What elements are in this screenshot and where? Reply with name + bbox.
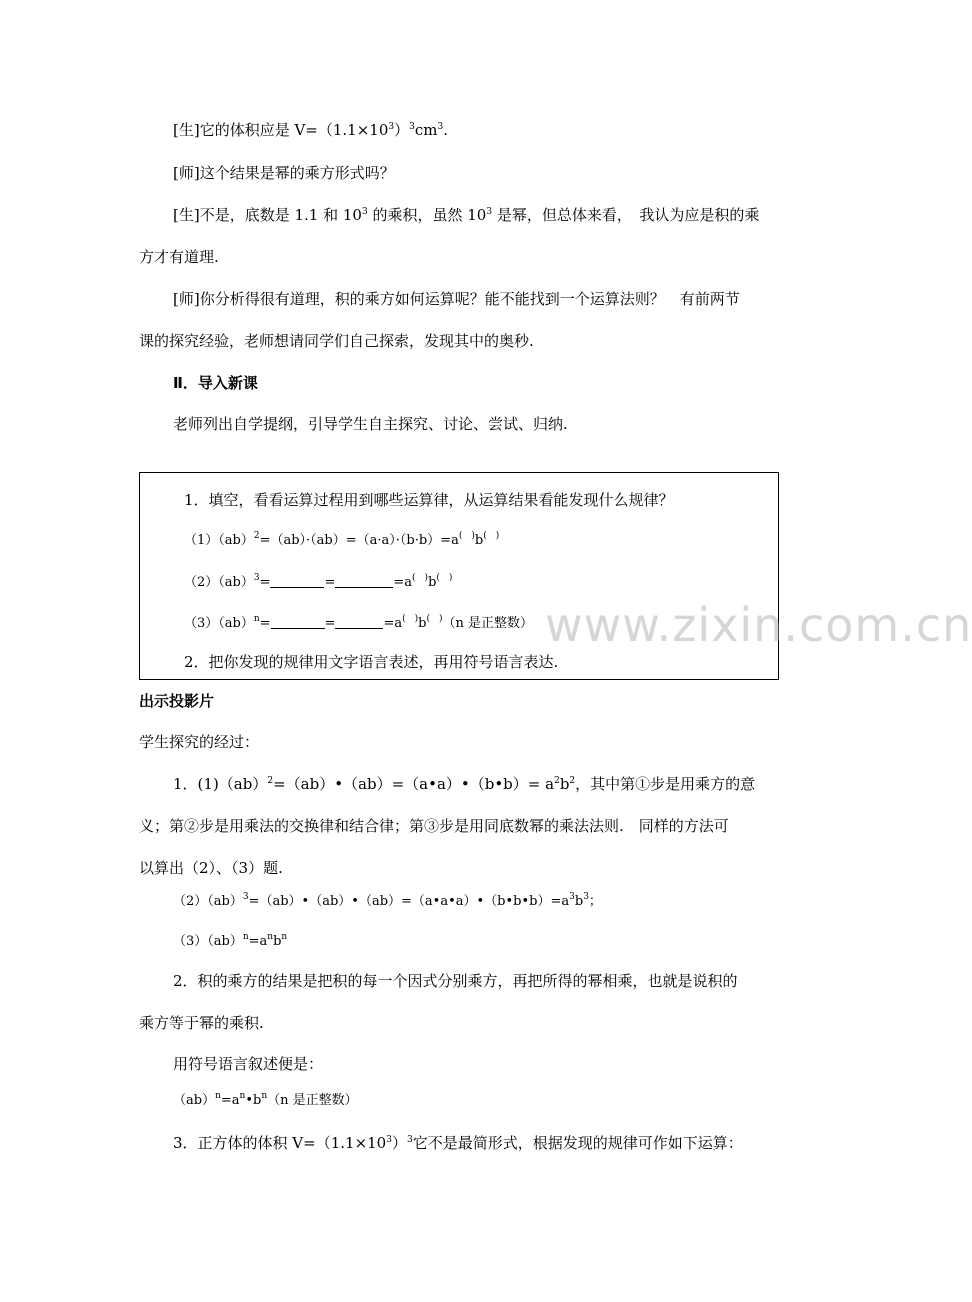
watermark: www.zixin.com.cn bbox=[545, 598, 972, 652]
conclusion-paragraph: 2．积的乘方的结果是把积的每一个因式分别乘方，再把所得的幂相乘，也就是说积的 bbox=[173, 972, 738, 990]
exploration-intro: 学生探究的经过： bbox=[139, 733, 260, 751]
intro-paragraph: 老师列出自学提纲，引导学生自主探究、讨论、尝试、归纳. bbox=[173, 415, 568, 433]
exploration-step-1: 1．(1)（ab）$^2$=（ab）•（ab）=（a•a）•（b•b）= $a^2b^2$，其中第①步是用乘方的意 bbox=[173, 775, 756, 793]
conclusion-paragraph-cont: 乘方等于幂的乘积. bbox=[139, 1014, 264, 1032]
dialogue-student-2-cont: 方才有道理. bbox=[139, 248, 219, 266]
exercise-row-3: （3）（ab）$^n$= = =a( )b( )（n 是正整数） bbox=[184, 614, 534, 631]
answer-blank[interactable] bbox=[335, 614, 383, 629]
cube-volume-paragraph: 3．正方体的体积 $V=(1.1\times 10^3)^3$它不是最简形式，根据发现的规律可作如下运算： bbox=[173, 1134, 743, 1152]
exploration-step-1-cont2: 以算出（2）、（3）题. bbox=[139, 859, 283, 877]
dialogue-teacher-1: [师]这个结果是幂的乘方形式吗？ bbox=[173, 164, 395, 182]
dialogue-teacher-2: [师]你分析得很有道理，积的乘方如何运算呢？能不能找到一个运算法则？ 有前两节 bbox=[173, 290, 740, 308]
projection-heading: 出示投影片 bbox=[139, 692, 215, 710]
dialogue-student-1: [生]它的体积应是 $V=(1.1\times 10^3)^3cm^3$. bbox=[173, 121, 449, 139]
exploration-step-2: $(2)(ab)^3=(ab)•(ab)•(ab)=(a•a•a)•(b•b•b)=a^3b^3$； bbox=[173, 892, 602, 909]
dialogue-teacher-2-cont: 课的探究经验，老师想请同学们自己探索，发现其中的奥秒. bbox=[139, 332, 534, 350]
answer-blank[interactable] bbox=[270, 573, 324, 588]
exploration-step-1-cont: 义；第②步是用乘法的交换律和结合律；第③步是用同底数幂的乘法法则. 同样的方法可 bbox=[139, 817, 729, 835]
exercise-row-2: （2）（ab）$^3$= = =a( )b( ) bbox=[184, 573, 453, 590]
symbol-statement-intro: 用符号语言叙述便是： bbox=[173, 1055, 324, 1073]
exploration-step-3: $(3)(ab)^n=a^nb^n$ bbox=[173, 932, 288, 949]
exercise-question-2: 2．把你发现的规律用文字语言表述，再用符号语言表达. bbox=[184, 653, 559, 671]
symbol-formula: $(ab)^n=a^n•b^n(n$ 是正整数） bbox=[173, 1091, 358, 1108]
answer-blank[interactable] bbox=[271, 614, 325, 629]
section-heading: Ⅱ．导入新课 bbox=[173, 374, 258, 392]
exercise-row-1: （1）（ab）$^2$=（ab）·（ab）=（a·a）·（b·b）=a( )b( ) bbox=[184, 531, 500, 548]
dialogue-student-2: [生]不是，底数是 1.1 和 $10^3$ 的乘积，虽然 $10^3$ 是幂，但总体来看， 我认为应是积的乘 bbox=[173, 206, 760, 224]
answer-blank[interactable] bbox=[335, 573, 393, 588]
exercise-question-1: 1．填空，看看运算过程用到哪些运算律，从运算结果看能发现什么规律？ bbox=[184, 491, 674, 509]
